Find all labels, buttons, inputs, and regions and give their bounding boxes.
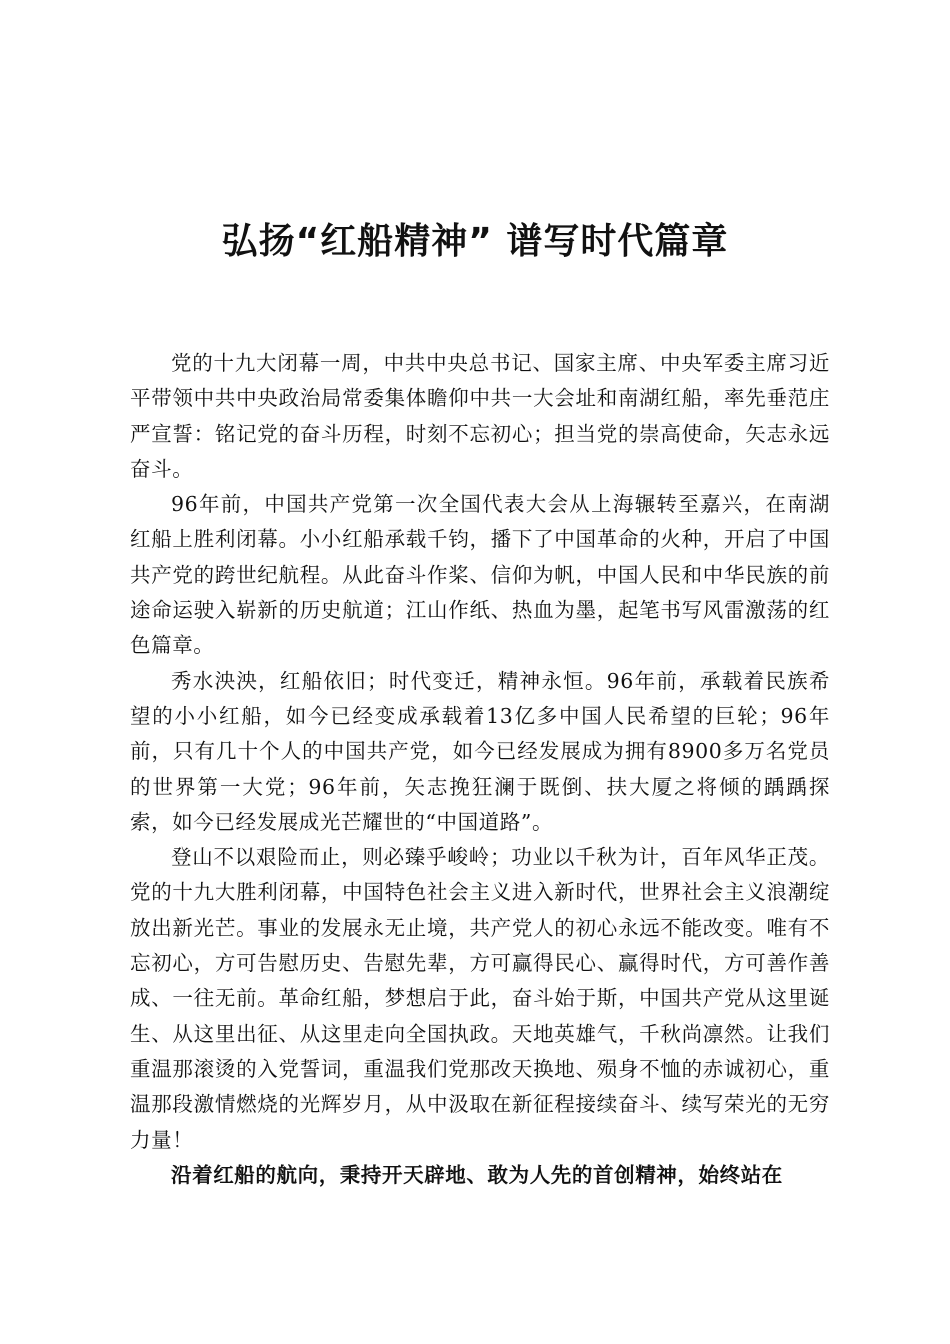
- document-title: 弘扬“红船精神” 谱写时代篇章: [221, 221, 729, 262]
- paragraph-3: 秀水泱泱，红船依旧；时代变迁，精神永恒。96年前，承载着民族希望的小小红船，如今已经变成承载着13亿多中国人民希望的巨轮；96年前，只有几十个人的中国共产党，如今已经发展成为拥有8900多万名党员的世界第一大党；96年前，矢志挽狂澜于既倒、扶大厦之将倾的踽踽探索，如今已经发展成光芒耀世的“中国道路”。: [130, 668, 830, 834]
- paragraph-5-bold: 沿着红船的航向，秉持开天辟地、敢为人先的首创精神，始终站在: [171, 1162, 783, 1187]
- paragraph-1: 党的十九大闭幕一周，中共中央总书记、国家主席、中央军委主席习近平带领中共中央政治局常委集体瞻仰中共一大会址和南湖红船，率先垂范庄严宣誓：铭记党的奋斗历程，时刻不忘初心；担当党的崇高使命，矢志永远奋斗。: [130, 351, 830, 481]
- paragraph-2: 96年前，中国共产党第一次全国代表大会从上海辗转至嘉兴，在南湖红船上胜利闭幕。小小红船承载千钧，播下了中国革命的火种，开启了中国共产党的跨世纪航程。从此奋斗作桨、信仰为帆，中国人民和中华民族的前途命运驶入崭新的历史航道；江山作纸、热血为墨，起笔书写风雷激荡的红色篇章。: [130, 492, 830, 658]
- paragraph-4: 登山不以艰险而止，则必臻乎峻岭；功业以千秋为计，百年风华正茂。党的十九大胜利闭幕，中国特色社会主义进入新时代，世界社会主义浪潮绽放出新光芒。事业的发展永无止境，共产党人的初心永远不能改变。唯有不忘初心，方可告慰历史、告慰先辈，方可赢得民心、赢得时代，方可善作善成、一往无前。革命红船，梦想启于此，奋斗始于斯，中国共产党从这里诞生、从这里出征、从这里走向全国执政。天地英雄气，千秋尚凛然。让我们重温那滚烫的入党誓词，重温我们党那改天换地、殒身不恤的赤诚初心，重温那段激情燃烧的光辉岁月，从中汲取在新征程接续奋斗、续写荣光的无穷力量！: [130, 845, 830, 1152]
- document-body: [130, 346, 830, 1193]
